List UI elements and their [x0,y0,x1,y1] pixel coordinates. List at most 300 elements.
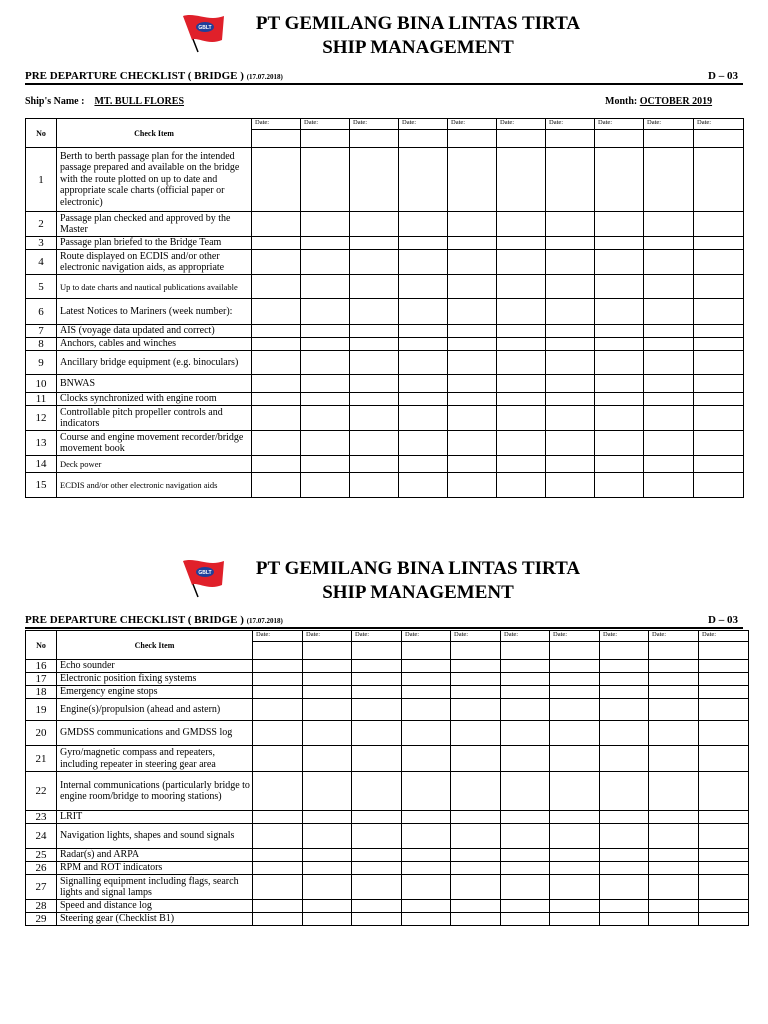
check-cell[interactable] [352,862,402,875]
check-cell[interactable] [649,772,699,811]
check-cell[interactable] [399,473,448,498]
check-cell[interactable] [649,875,699,900]
check-cell[interactable] [600,673,649,686]
check-cell[interactable] [252,406,301,431]
check-cell[interactable] [694,212,744,237]
date-entry-cell[interactable] [402,642,451,660]
check-cell[interactable] [694,375,744,393]
date-entry-cell[interactable] [550,642,600,660]
date-entry-cell[interactable] [649,642,699,660]
check-cell[interactable] [451,875,501,900]
check-cell[interactable] [350,406,399,431]
check-cell[interactable] [303,824,352,849]
check-cell[interactable] [451,686,501,699]
check-cell[interactable] [550,721,600,746]
check-cell[interactable] [303,862,352,875]
check-cell[interactable] [448,456,497,473]
check-cell[interactable] [497,351,546,375]
check-cell[interactable] [649,673,699,686]
check-cell[interactable] [352,824,402,849]
check-cell[interactable] [501,811,550,824]
check-cell[interactable] [497,338,546,351]
check-cell[interactable] [550,849,600,862]
check-cell[interactable] [301,275,350,299]
date-header-cell[interactable]: Date: [303,631,352,642]
check-cell[interactable] [448,148,497,212]
check-cell[interactable] [501,660,550,673]
check-cell[interactable] [694,406,744,431]
check-cell[interactable] [694,431,744,456]
check-cell[interactable] [699,862,749,875]
check-cell[interactable] [352,875,402,900]
check-cell[interactable] [301,338,350,351]
date-header-cell[interactable]: Date: [699,631,749,642]
date-entry-cell[interactable] [595,130,644,148]
check-cell[interactable] [448,473,497,498]
check-cell[interactable] [399,237,448,250]
check-cell[interactable] [595,299,644,325]
check-cell[interactable] [303,811,352,824]
date-header-cell[interactable]: Date: [301,119,350,130]
check-cell[interactable] [448,299,497,325]
check-cell[interactable] [399,338,448,351]
check-cell[interactable] [252,250,301,275]
check-cell[interactable] [501,686,550,699]
check-cell[interactable] [352,699,402,721]
check-cell[interactable] [546,250,595,275]
check-cell[interactable] [649,721,699,746]
check-cell[interactable] [649,913,699,926]
date-entry-cell[interactable] [352,642,402,660]
check-cell[interactable] [252,351,301,375]
check-cell[interactable] [644,406,694,431]
check-cell[interactable] [644,212,694,237]
check-cell[interactable] [497,237,546,250]
check-cell[interactable] [399,299,448,325]
check-cell[interactable] [694,250,744,275]
check-cell[interactable] [303,660,352,673]
check-cell[interactable] [699,811,749,824]
check-cell[interactable] [252,456,301,473]
date-header-cell[interactable]: Date: [694,119,744,130]
check-cell[interactable] [546,338,595,351]
check-cell[interactable] [649,900,699,913]
date-header-cell[interactable]: Date: [501,631,550,642]
check-cell[interactable] [644,250,694,275]
check-cell[interactable] [301,299,350,325]
check-cell[interactable] [694,275,744,299]
check-cell[interactable] [301,375,350,393]
check-cell[interactable] [595,473,644,498]
check-cell[interactable] [699,673,749,686]
check-cell[interactable] [252,237,301,250]
check-cell[interactable] [352,746,402,772]
check-cell[interactable] [550,900,600,913]
date-entry-cell[interactable] [501,642,550,660]
check-cell[interactable] [303,673,352,686]
check-cell[interactable] [252,431,301,456]
check-cell[interactable] [448,351,497,375]
check-cell[interactable] [451,746,501,772]
check-cell[interactable] [550,862,600,875]
check-cell[interactable] [694,299,744,325]
check-cell[interactable] [399,393,448,406]
check-cell[interactable] [448,250,497,275]
check-cell[interactable] [649,811,699,824]
check-cell[interactable] [595,456,644,473]
check-cell[interactable] [497,393,546,406]
check-cell[interactable] [550,772,600,811]
check-cell[interactable] [352,811,402,824]
check-cell[interactable] [546,212,595,237]
check-cell[interactable] [497,406,546,431]
check-cell[interactable] [253,900,303,913]
check-cell[interactable] [252,393,301,406]
check-cell[interactable] [600,862,649,875]
check-cell[interactable] [546,375,595,393]
check-cell[interactable] [402,686,451,699]
check-cell[interactable] [550,673,600,686]
check-cell[interactable] [252,148,301,212]
check-cell[interactable] [352,913,402,926]
check-cell[interactable] [546,275,595,299]
date-entry-cell[interactable] [694,130,744,148]
check-cell[interactable] [402,824,451,849]
check-cell[interactable] [595,325,644,338]
check-cell[interactable] [546,299,595,325]
check-cell[interactable] [399,325,448,338]
check-cell[interactable] [448,338,497,351]
check-cell[interactable] [350,338,399,351]
date-header-cell[interactable]: Date: [644,119,694,130]
check-cell[interactable] [448,325,497,338]
check-cell[interactable] [303,913,352,926]
check-cell[interactable] [644,237,694,250]
check-cell[interactable] [644,473,694,498]
check-cell[interactable] [253,686,303,699]
check-cell[interactable] [644,275,694,299]
check-cell[interactable] [600,699,649,721]
date-header-cell[interactable]: Date: [252,119,301,130]
check-cell[interactable] [253,721,303,746]
check-cell[interactable] [694,393,744,406]
check-cell[interactable] [352,772,402,811]
check-cell[interactable] [301,250,350,275]
check-cell[interactable] [595,275,644,299]
check-cell[interactable] [600,660,649,673]
check-cell[interactable] [303,746,352,772]
check-cell[interactable] [694,473,744,498]
check-cell[interactable] [402,900,451,913]
date-header-cell[interactable]: Date: [649,631,699,642]
check-cell[interactable] [501,772,550,811]
date-header-cell[interactable]: Date: [600,631,649,642]
date-header-cell[interactable]: Date: [350,119,399,130]
check-cell[interactable] [253,862,303,875]
check-cell[interactable] [253,849,303,862]
check-cell[interactable] [546,148,595,212]
check-cell[interactable] [253,772,303,811]
check-cell[interactable] [350,212,399,237]
check-cell[interactable] [448,431,497,456]
check-cell[interactable] [649,849,699,862]
check-cell[interactable] [694,148,744,212]
check-cell[interactable] [501,862,550,875]
check-cell[interactable] [649,686,699,699]
check-cell[interactable] [451,862,501,875]
check-cell[interactable] [644,375,694,393]
check-cell[interactable] [253,875,303,900]
check-cell[interactable] [497,325,546,338]
check-cell[interactable] [252,473,301,498]
check-cell[interactable] [303,721,352,746]
check-cell[interactable] [497,431,546,456]
check-cell[interactable] [451,811,501,824]
check-cell[interactable] [350,375,399,393]
check-cell[interactable] [644,148,694,212]
check-cell[interactable] [550,660,600,673]
check-cell[interactable] [699,686,749,699]
check-cell[interactable] [649,746,699,772]
check-cell[interactable] [699,913,749,926]
check-cell[interactable] [451,721,501,746]
check-cell[interactable] [497,375,546,393]
check-cell[interactable] [600,746,649,772]
date-entry-cell[interactable] [644,130,694,148]
check-cell[interactable] [600,875,649,900]
check-cell[interactable] [699,699,749,721]
check-cell[interactable] [694,351,744,375]
date-header-cell[interactable]: Date: [546,119,595,130]
check-cell[interactable] [402,862,451,875]
check-cell[interactable] [501,824,550,849]
check-cell[interactable] [301,393,350,406]
check-cell[interactable] [497,299,546,325]
check-cell[interactable] [402,849,451,862]
check-cell[interactable] [699,772,749,811]
check-cell[interactable] [699,721,749,746]
date-header-cell[interactable]: Date: [451,631,501,642]
date-header-cell[interactable]: Date: [399,119,448,130]
check-cell[interactable] [402,772,451,811]
check-cell[interactable] [301,351,350,375]
check-cell[interactable] [451,849,501,862]
date-entry-cell[interactable] [252,130,301,148]
check-cell[interactable] [399,250,448,275]
check-cell[interactable] [649,824,699,849]
check-cell[interactable] [699,824,749,849]
check-cell[interactable] [399,431,448,456]
check-cell[interactable] [649,699,699,721]
check-cell[interactable] [595,406,644,431]
check-cell[interactable] [402,875,451,900]
check-cell[interactable] [595,212,644,237]
date-entry-cell[interactable] [546,130,595,148]
check-cell[interactable] [350,299,399,325]
check-cell[interactable] [252,375,301,393]
check-cell[interactable] [402,660,451,673]
check-cell[interactable] [501,673,550,686]
check-cell[interactable] [699,746,749,772]
check-cell[interactable] [694,237,744,250]
check-cell[interactable] [501,913,550,926]
check-cell[interactable] [301,431,350,456]
check-cell[interactable] [350,351,399,375]
check-cell[interactable] [399,212,448,237]
check-cell[interactable] [252,275,301,299]
check-cell[interactable] [546,325,595,338]
check-cell[interactable] [600,686,649,699]
check-cell[interactable] [448,406,497,431]
check-cell[interactable] [352,660,402,673]
date-header-cell[interactable]: Date: [402,631,451,642]
check-cell[interactable] [402,721,451,746]
check-cell[interactable] [253,673,303,686]
check-cell[interactable] [550,746,600,772]
check-cell[interactable] [497,250,546,275]
date-entry-cell[interactable] [699,642,749,660]
date-header-cell[interactable]: Date: [253,631,303,642]
check-cell[interactable] [448,212,497,237]
check-cell[interactable] [399,148,448,212]
check-cell[interactable] [501,746,550,772]
check-cell[interactable] [644,393,694,406]
date-entry-cell[interactable] [303,642,352,660]
check-cell[interactable] [501,721,550,746]
date-header-cell[interactable]: Date: [595,119,644,130]
check-cell[interactable] [402,746,451,772]
check-cell[interactable] [303,900,352,913]
check-cell[interactable] [644,456,694,473]
check-cell[interactable] [451,900,501,913]
check-cell[interactable] [301,406,350,431]
check-cell[interactable] [451,824,501,849]
date-header-cell[interactable]: Date: [550,631,600,642]
check-cell[interactable] [644,299,694,325]
check-cell[interactable] [253,660,303,673]
check-cell[interactable] [600,772,649,811]
check-cell[interactable] [600,849,649,862]
check-cell[interactable] [301,325,350,338]
check-cell[interactable] [253,811,303,824]
check-cell[interactable] [301,456,350,473]
check-cell[interactable] [352,900,402,913]
date-header-cell[interactable]: Date: [497,119,546,130]
check-cell[interactable] [595,148,644,212]
check-cell[interactable] [546,456,595,473]
check-cell[interactable] [301,148,350,212]
check-cell[interactable] [352,686,402,699]
check-cell[interactable] [644,338,694,351]
check-cell[interactable] [253,746,303,772]
date-entry-cell[interactable] [497,130,546,148]
check-cell[interactable] [600,900,649,913]
check-cell[interactable] [600,824,649,849]
check-cell[interactable] [402,913,451,926]
check-cell[interactable] [694,456,744,473]
check-cell[interactable] [253,913,303,926]
check-cell[interactable] [352,673,402,686]
check-cell[interactable] [301,473,350,498]
check-cell[interactable] [350,237,399,250]
date-entry-cell[interactable] [451,642,501,660]
date-entry-cell[interactable] [301,130,350,148]
check-cell[interactable] [497,148,546,212]
check-cell[interactable] [399,351,448,375]
check-cell[interactable] [595,431,644,456]
check-cell[interactable] [595,237,644,250]
check-cell[interactable] [350,431,399,456]
check-cell[interactable] [649,660,699,673]
check-cell[interactable] [253,699,303,721]
check-cell[interactable] [600,721,649,746]
check-cell[interactable] [546,431,595,456]
check-cell[interactable] [448,275,497,299]
check-cell[interactable] [451,673,501,686]
check-cell[interactable] [451,913,501,926]
check-cell[interactable] [497,473,546,498]
check-cell[interactable] [644,431,694,456]
check-cell[interactable] [699,875,749,900]
date-entry-cell[interactable] [350,130,399,148]
check-cell[interactable] [303,772,352,811]
check-cell[interactable] [694,325,744,338]
check-cell[interactable] [399,375,448,393]
check-cell[interactable] [350,393,399,406]
check-cell[interactable] [451,699,501,721]
check-cell[interactable] [550,686,600,699]
check-cell[interactable] [303,849,352,862]
check-cell[interactable] [252,299,301,325]
check-cell[interactable] [301,212,350,237]
check-cell[interactable] [546,393,595,406]
check-cell[interactable] [550,824,600,849]
check-cell[interactable] [501,900,550,913]
check-cell[interactable] [694,338,744,351]
check-cell[interactable] [303,686,352,699]
check-cell[interactable] [497,456,546,473]
check-cell[interactable] [497,275,546,299]
check-cell[interactable] [595,375,644,393]
date-header-cell[interactable]: Date: [448,119,497,130]
check-cell[interactable] [402,811,451,824]
check-cell[interactable] [350,456,399,473]
check-cell[interactable] [350,250,399,275]
check-cell[interactable] [699,849,749,862]
check-cell[interactable] [301,237,350,250]
check-cell[interactable] [399,406,448,431]
date-entry-cell[interactable] [399,130,448,148]
check-cell[interactable] [546,473,595,498]
check-cell[interactable] [550,699,600,721]
check-cell[interactable] [595,351,644,375]
check-cell[interactable] [252,212,301,237]
check-cell[interactable] [451,660,501,673]
check-cell[interactable] [352,849,402,862]
check-cell[interactable] [352,721,402,746]
check-cell[interactable] [595,338,644,351]
check-cell[interactable] [252,325,301,338]
check-cell[interactable] [497,212,546,237]
check-cell[interactable] [253,824,303,849]
check-cell[interactable] [595,250,644,275]
check-cell[interactable] [546,351,595,375]
check-cell[interactable] [350,473,399,498]
check-cell[interactable] [546,237,595,250]
date-entry-cell[interactable] [448,130,497,148]
check-cell[interactable] [644,351,694,375]
check-cell[interactable] [350,148,399,212]
